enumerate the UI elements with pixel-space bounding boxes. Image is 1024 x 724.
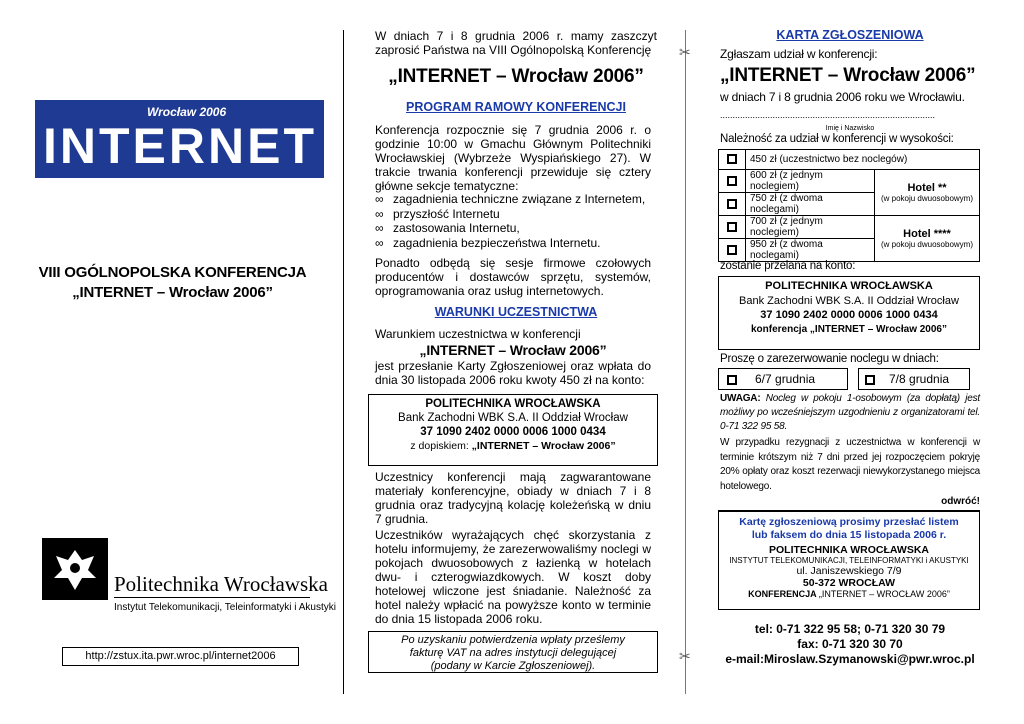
name-label: Imię i Nazwisko bbox=[825, 125, 875, 132]
contact-fax: fax: 0-71 320 30 70 bbox=[797, 637, 903, 651]
declare-text: Zgłaszam udział w konferencji: bbox=[720, 47, 878, 61]
fee-option-950: 950 zł (z dwoma noclegami) bbox=[746, 239, 875, 262]
logo-title: INTERNET bbox=[43, 118, 317, 174]
name-dots[interactable]: ...................................................................................... bbox=[720, 110, 936, 120]
column-divider-left bbox=[343, 30, 344, 694]
card-bank-box bbox=[718, 276, 980, 350]
program-heading: PROGRAM RAMOWY KONFERENCJI bbox=[406, 100, 626, 114]
night-checkbox-2[interactable] bbox=[865, 375, 875, 385]
table-row[interactable] bbox=[719, 216, 980, 239]
fee-option-600: 600 zł (z jednym noclegiem) bbox=[746, 170, 875, 193]
invoice-note-box bbox=[368, 631, 658, 673]
address-name: POLITECHNIKA WROCŁAWSKA bbox=[768, 544, 930, 556]
bank-account-number: 37 1090 2402 0000 0006 1000 0434 bbox=[420, 426, 606, 438]
bank-recipient: POLITECHNIKA WROCŁAWSKA bbox=[425, 398, 601, 410]
university-underline bbox=[114, 597, 310, 598]
send-instructions: Kartę zgłoszeniową prosimy przesłać listem lub faksem do dnia 15 listopada 2006 r. bbox=[739, 516, 959, 541]
invoice-note: Po uzyskaniu potwierdzenia wpłaty prześlemy fakturę VAT na adres instytucji delegującej (podany w Karcie Zgłoszeniowej). bbox=[401, 634, 625, 672]
address-street: ul. Janiszewskiego 7/9 bbox=[796, 565, 902, 577]
conditions-intro: Warunkiem uczestnictwa w konferencji bbox=[375, 327, 581, 341]
conditions-headline: „INTERNET – Wrocław 2006” bbox=[419, 342, 607, 358]
hotel-2-star-cell: Hotel ** (w pokoju dwuosobowym) bbox=[875, 170, 980, 216]
note-text: UWAGA: Nocleg w pokoju 1-osobowym (za dopłatą) jest możliwy po wcześniejszym uzgodnieniu z organizatorami tel. 0-71 322 95 58. bbox=[720, 393, 980, 432]
card-bank-name: Bank Zachodni WBK S.A. II Oddział Wrocław bbox=[739, 294, 959, 307]
address-city: 50-372 WROCŁAW bbox=[802, 577, 896, 589]
address-conference: KONFERENCJA „INTERNET – WROCŁAW 2006” bbox=[748, 589, 950, 599]
fee-option-750: 750 zł (z dwoma noclegami) bbox=[746, 193, 875, 216]
fee-checkbox-450[interactable] bbox=[727, 154, 737, 164]
university-name: Politechnika Wrocławska bbox=[114, 572, 328, 596]
conference-title-line1: VIII OGÓLNOPOLSKA KONFERENCJA bbox=[38, 264, 307, 281]
card-headline: „INTERNET – Wrocław 2006” bbox=[720, 65, 976, 86]
night-option-2[interactable]: 7/8 grudnia bbox=[858, 368, 970, 390]
hotel-text: Uczestników wyrażających chęć skorzystania z hotelu informujemy, że zarezerwowaliśmy noclegi w pokojach dwuosobowych z łazienką w hotelach dwu- i czterogwiazdkowych. W koszt doby hotelowej wliczone jest śniadanie. Należność za hotel należy wpłacić na powyższe konto w terminie do dnia 15 listopada 2006 roku. bbox=[375, 528, 651, 626]
bank-name: Bank Zachodni WBK S.A. II Oddział Wrocław bbox=[398, 412, 628, 424]
fee-checkbox-600[interactable] bbox=[727, 176, 737, 186]
cancel-text: W przypadku rezygnacji z uczestnictwa w konferencji w terminie krótszym niż 7 dni przed jej rozpoczęciem pokryję 20% opłaty oraz koszt rezerwacji niewykorzystanego miejsca hotelowego. bbox=[720, 437, 980, 492]
internet-logo bbox=[35, 100, 324, 178]
card-bank-note: konferencja „INTERNET – Wrocław 2006” bbox=[751, 323, 947, 335]
fee-checkbox-750[interactable] bbox=[727, 199, 737, 209]
bank-account-box bbox=[368, 394, 658, 466]
card-dates: w dniach 7 i 8 grudnia 2006 roku we Wrocławiu. bbox=[720, 90, 965, 104]
night-checkbox-1[interactable] bbox=[727, 375, 737, 385]
institute-name: Instytut Telekomunikacji, Teleinformatyki i Akustyki bbox=[114, 602, 336, 613]
logo-subtitle: Wrocław 2006 bbox=[147, 105, 227, 119]
list-item: ∞ zagadnienia techniczne związane z Internetem, bbox=[375, 192, 646, 206]
fee-checkbox-700[interactable] bbox=[727, 222, 737, 232]
column-divider-right bbox=[685, 30, 686, 694]
address-institute: INSTYTUT TELEKOMUNIKACJI, TELEINFORMATYKI i AKUSTYKI bbox=[729, 556, 969, 565]
conditions-text: jest przesłanie Karty Zgłoszeniowej oraz wpłata do dnia 30 listopada 2006 roku kwoty 450 zł na konto: bbox=[375, 359, 651, 387]
contact-email[interactable]: e-mail:Miroslaw.Szymanowski@pwr.wroc.pl bbox=[725, 652, 975, 666]
return-address-box bbox=[718, 510, 980, 610]
university-logo bbox=[42, 538, 108, 600]
fee-option-450: 450 zł (uczestnictwo bez noclegów) bbox=[746, 150, 980, 170]
fee-label: Należność za udział w konferencji w wysokości: bbox=[720, 133, 954, 145]
transfer-label: zostanie przelana na konto: bbox=[720, 260, 856, 272]
conference-title bbox=[20, 263, 325, 303]
guarantee-text: Uczestnicy konferencji mają zagwarantowane materiały konferencyjne, obiady w dniach 7 i 8 grudnia oraz tradycyjną kolację koleżeńską w dniu 7 grudnia. bbox=[375, 470, 651, 526]
table-row[interactable] bbox=[719, 150, 980, 170]
list-item: ∞ zastosowania Internetu, bbox=[375, 221, 520, 235]
sessions-text: Ponadto odbędą się sesje firmowe czołowych producentów i dostawców sprzętu, systemów, oprogramowania oraz usług internetowych. bbox=[375, 256, 651, 298]
bank-note: z dopiskiem: „INTERNET – Wrocław 2006” bbox=[410, 440, 616, 452]
list-item: ∞ zagadnienia bezpieczeństwa Internetu. bbox=[375, 235, 601, 250]
scissors-icon-bottom: ✂ bbox=[679, 648, 691, 664]
middle-headline: „INTERNET – Wrocław 2006” bbox=[388, 66, 644, 87]
fee-option-700: 700 zł (z jednym noclegiem) bbox=[746, 216, 875, 239]
topics-list bbox=[375, 192, 657, 250]
card-bank-recipient: POLITECHNIKA WROCŁAWSKA bbox=[765, 280, 933, 292]
card-bank-account: 37 1090 2402 0000 0006 1000 0434 bbox=[760, 309, 938, 321]
conditions-heading: WARUNKI UCZESTNICTWA bbox=[434, 305, 598, 319]
conference-title-line2: „INTERNET – Wrocław 2006” bbox=[72, 284, 273, 301]
night-option-1[interactable]: 6/7 grudnia bbox=[718, 368, 848, 390]
turn-over-label: odwróć! bbox=[941, 496, 980, 507]
website-url[interactable]: http://zstux.ita.pwr.wroc.pl/internet2006 bbox=[85, 650, 276, 662]
website-url-box[interactable] bbox=[62, 647, 299, 666]
list-item: ∞ przyszłość Internetu bbox=[375, 206, 500, 221]
program-text: Konferencja rozpocznie się 7 grudnia 2006 r. o godzinie 10:00 w Gmachu Głównym Politechniki Wrocławskiej (Wybrzeże Wyspiańskiego 27). W trakcie trwania konferencji przewiduje się cztery główne sekcje tematyczne: bbox=[375, 123, 651, 193]
contact-block bbox=[700, 622, 1000, 667]
card-heading: KARTA ZGŁOSZENIOWA bbox=[776, 28, 924, 42]
hotel-4-star-cell: Hotel **** (w pokoju dwuosobowym) bbox=[875, 216, 980, 262]
scissors-icon-top: ✂ bbox=[679, 44, 691, 60]
eagle-icon bbox=[42, 538, 108, 600]
contact-tel: tel: 0-71 322 95 58; 0-71 320 30 79 bbox=[754, 622, 946, 636]
table-row[interactable] bbox=[719, 170, 980, 193]
fee-options-table bbox=[718, 149, 980, 262]
intro-text: W dniach 7 i 8 grudnia 2006 r. mamy zaszczyt zaprosić Państwa na VIII Ogólnopolską Konferencję bbox=[375, 29, 657, 57]
reserve-label: Proszę o zarezerwowanie noclegu w dniach: bbox=[720, 353, 939, 365]
fee-checkbox-950[interactable] bbox=[727, 245, 737, 255]
